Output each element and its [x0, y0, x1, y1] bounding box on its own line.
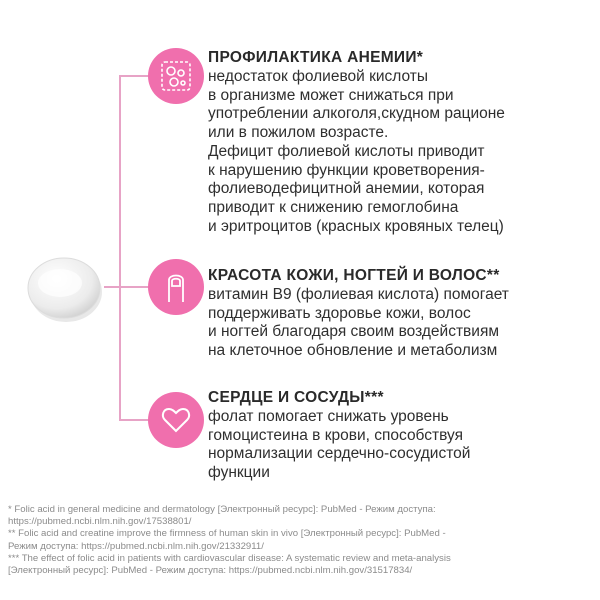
section-text-line: употреблении алкоголя,скудном рационе — [208, 105, 505, 123]
section-text-line: в организме может снижаться при — [208, 86, 454, 104]
section-title: ПРОФИЛАКТИКА АНЕМИИ* — [208, 49, 424, 66]
section-title: СЕРДЦЕ И СОСУДЫ*** — [208, 389, 384, 406]
section-text-line: к нарушению функции кроветворения- — [208, 161, 485, 179]
footnote-line: * Folic acid in general medicine and dermatology [Электронный ресурс]: PubMed - Режим доступа: — [8, 504, 436, 515]
heart-icon — [148, 392, 204, 448]
section-text-line: витамин B9 (фолиевая кислота) помогает — [208, 286, 509, 303]
footnote-line: [Электронный ресурс]: PubMed - Режим доступа: https://pubmed.ncbi.nlm.nih.gov/31517834/ — [8, 565, 413, 577]
section-title: КРАСОТА КОЖИ, НОГТЕЙ И ВОЛОС** — [208, 267, 500, 284]
section-text-line: приводит к снижению гемоглобина — [208, 198, 459, 216]
section-text-line: и ногтей благодаря своим воздействиям — [208, 323, 499, 341]
footnote-line: https://pubmed.ncbi.nlm.nih.gov/17538801/ — [8, 516, 192, 528]
footnote-line: Режим доступа: https://pubmed.ncbi.nlm.nih.gov/21332911/ — [8, 540, 264, 552]
section-text-line: и эритроцитов (красных кровяных телец) — [208, 217, 504, 235]
section-text-line: фолиеводефицитной анемии, которая — [208, 180, 485, 198]
section-text-line: гомоцистеина в крови, способствуя — [208, 426, 463, 444]
section-text-line: или в пожилом возрасте. — [208, 124, 389, 142]
connector-top — [104, 76, 150, 287]
footnote-line: ** Folic acid and creatine improve the firmness of human skin in vivo [Электронный ресурс]: PubMed - — [8, 528, 446, 540]
section-text-line: на клеточное обновление и метаболизм — [208, 342, 498, 360]
section-text-line: фолат помогает снижать уровень — [208, 408, 449, 425]
section-text-line: функции — [208, 464, 270, 482]
section-text-line: недостаток фолиевой кислоты — [208, 68, 429, 85]
section-text-line: Дефицит фолиевой кислоты приводит — [208, 142, 485, 160]
pill-tablet-image — [26, 255, 104, 325]
connector-bottom — [120, 287, 150, 420]
footnotes — [8, 504, 598, 577]
section-beauty — [208, 266, 578, 361]
section-text-line: поддерживать здоровье кожи, волос — [208, 304, 471, 322]
section-anemia — [208, 48, 578, 236]
blood-cells-icon — [148, 48, 204, 104]
fingernail-icon — [148, 259, 204, 315]
footnote-line: *** The effect of folic acid in patients with cardiovascular disease: A systematic review and meta-analysis — [8, 552, 451, 564]
section-heart — [208, 388, 578, 483]
section-text-line: нормализации сердечно-сосудистой — [208, 445, 471, 463]
